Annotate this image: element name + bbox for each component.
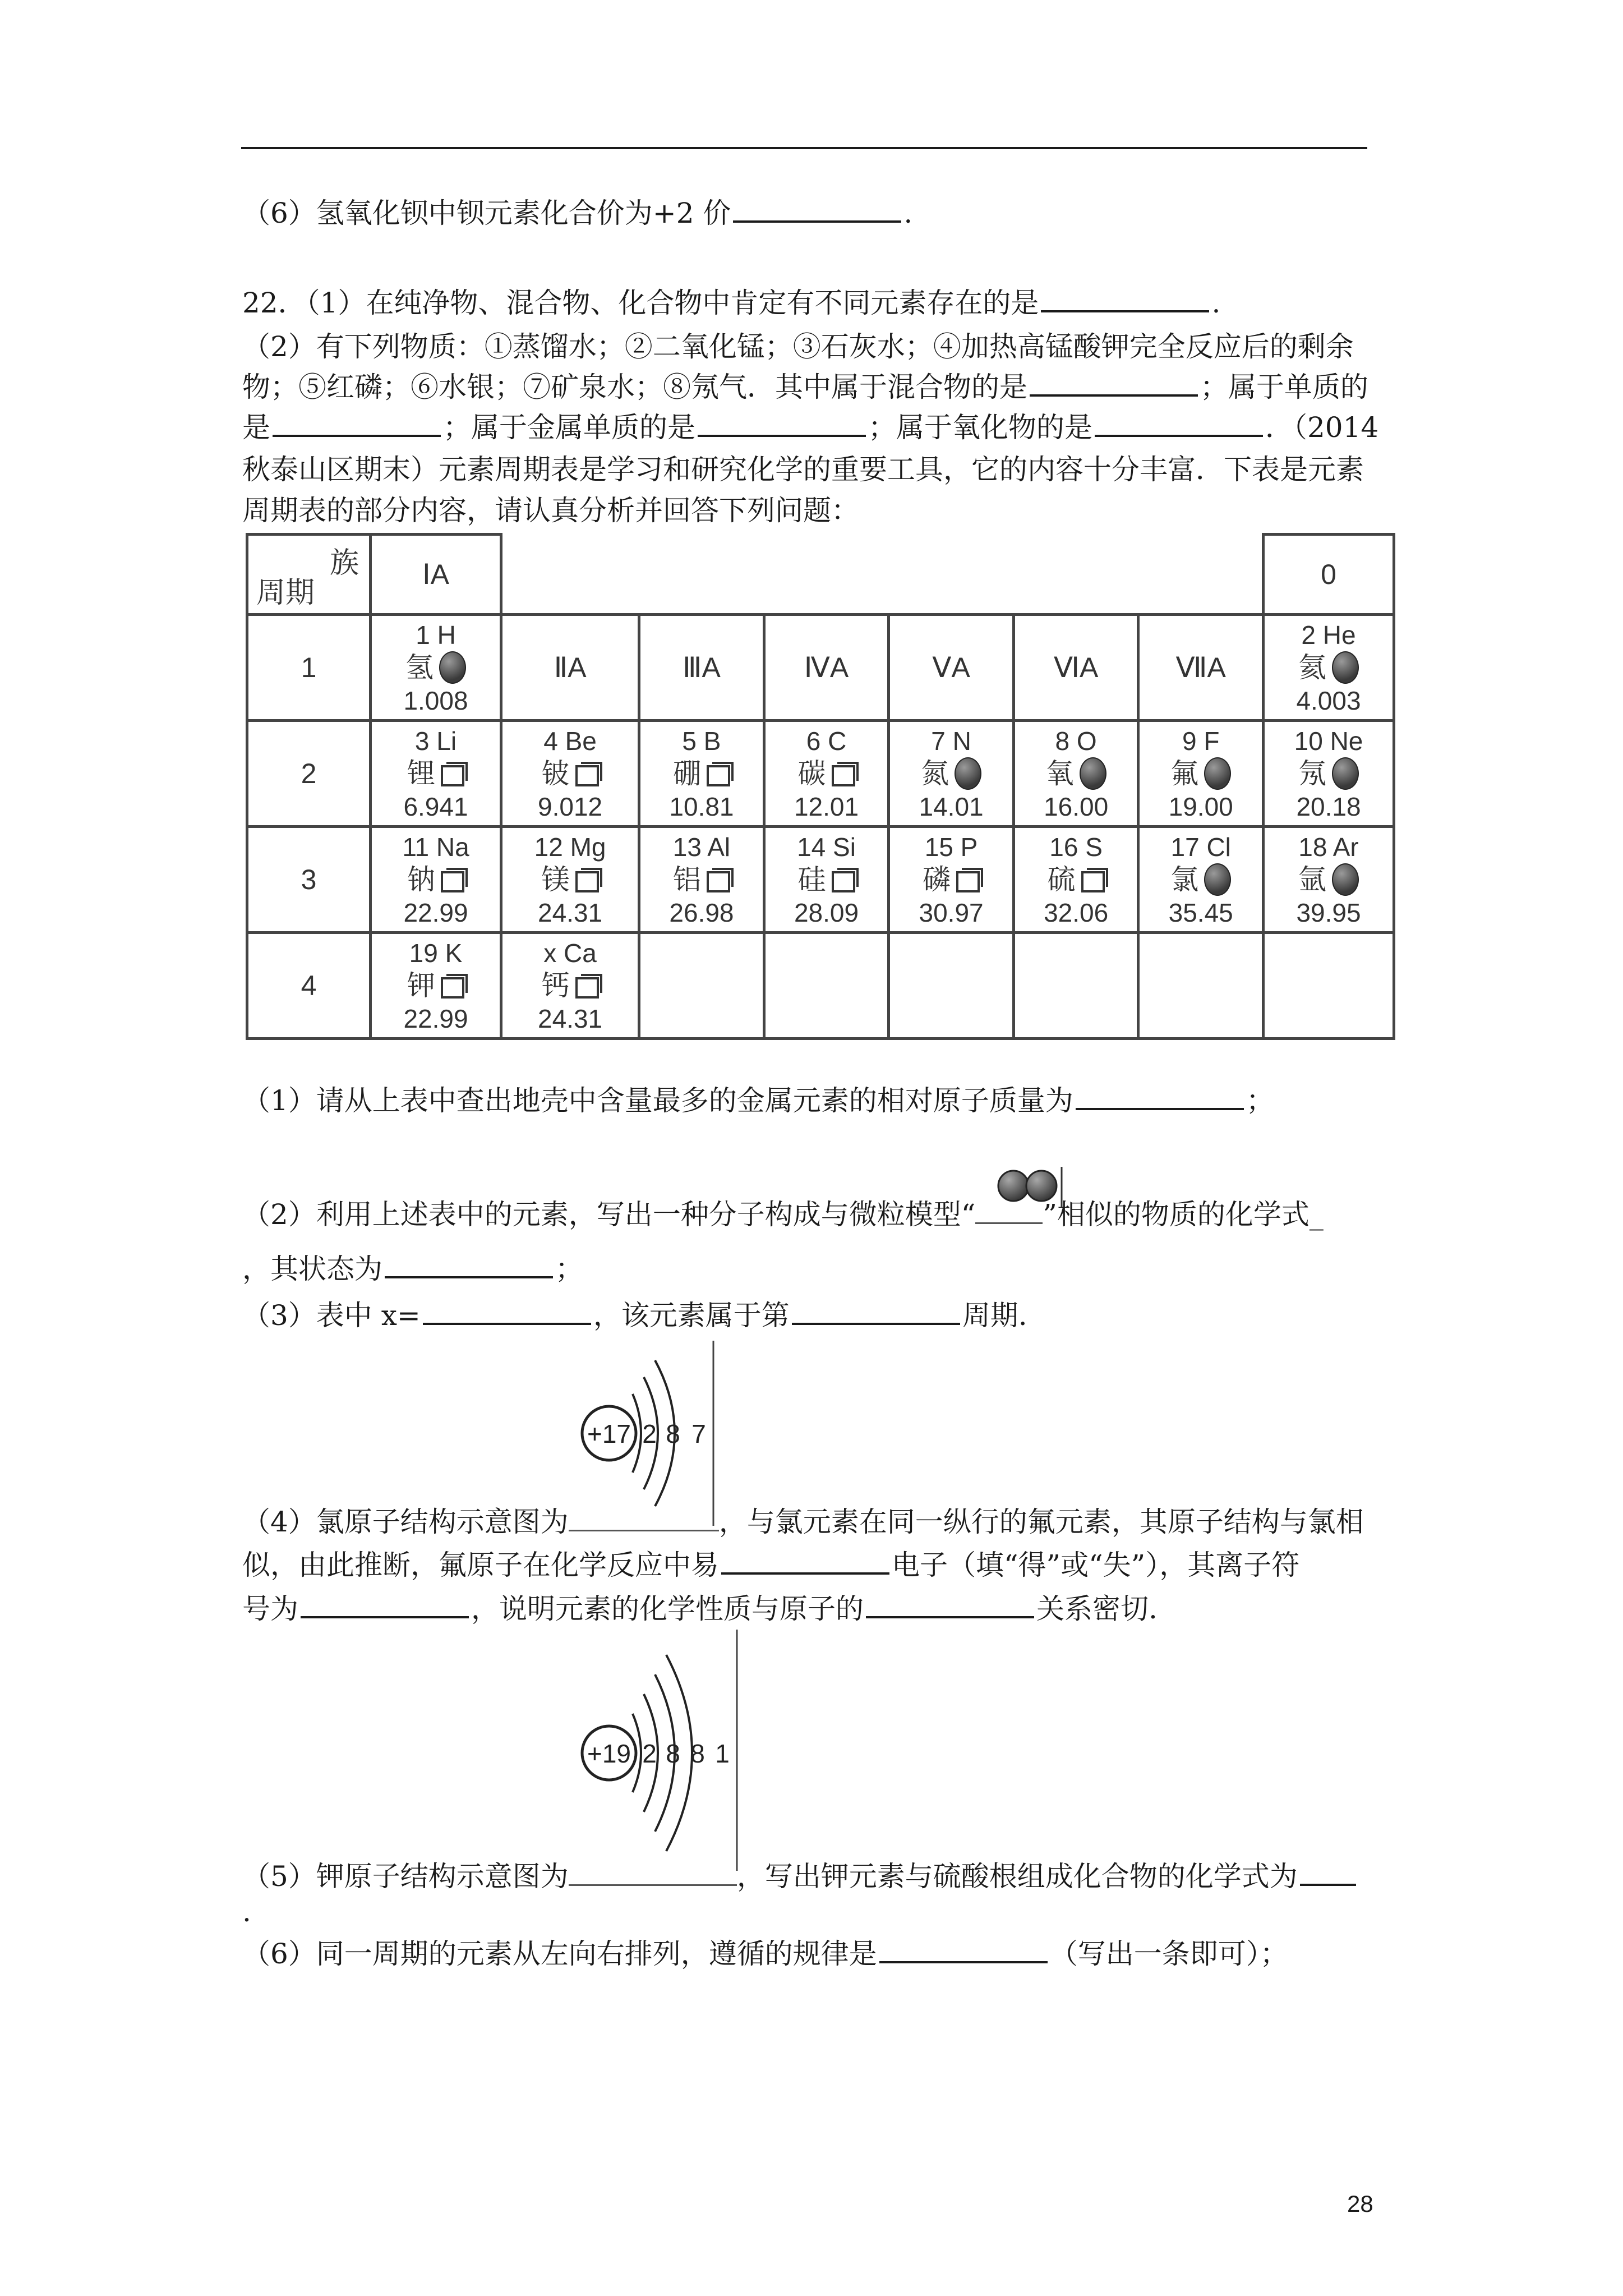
- answer-blank[interactable]: [1095, 412, 1263, 437]
- answer-blank[interactable]: [733, 198, 901, 223]
- question-line: （2）有下列物质：①蒸馏水；②二氧化锰；③石灰水；④加热高锰酸钾完全反应后的剩余: [242, 330, 1354, 363]
- group-header: ⅠA: [371, 535, 501, 615]
- element-cell: x Ca 钙 24.31: [501, 933, 639, 1039]
- group-header: ⅢA: [639, 615, 764, 721]
- question-line: 周期表的部分内容，请认真分析并回答下列问题：: [242, 494, 859, 527]
- potassium-atom-diagram: [571, 1630, 762, 1876]
- element-cell: 13 Al 铝 26.98: [639, 827, 764, 933]
- element-cell: 15 P 磷 30.97: [889, 827, 1014, 933]
- answer-blank[interactable]: [721, 1550, 889, 1575]
- element-cell: 12 Mg 镁 24.31: [501, 827, 639, 933]
- sphere-icon: [1204, 863, 1231, 896]
- question-line: （3）表中 x= ，该元素属于第 周期.: [242, 1299, 1027, 1332]
- cube-icon: [575, 765, 599, 786]
- header-rule: [241, 147, 1367, 149]
- period-label: 3: [247, 827, 371, 933]
- question-line: （4）氯原子结构示意图为 ，与氯元素在同一纵行的氟元素，其原子结构与氯相: [242, 1506, 1364, 1538]
- question-line: 似，由此推断，氟原子在化学反应中易 电子（填“得”或“失”），其离子符: [242, 1549, 1300, 1581]
- question-line: ，其状态为 ；: [242, 1253, 583, 1285]
- cube-icon: [707, 871, 730, 892]
- shell-electrons: 7: [691, 1419, 706, 1448]
- answer-blank[interactable]: [866, 1594, 1034, 1618]
- question-line: 号为 ，说明元素的化学性质与原子的 关系密切.: [242, 1593, 1158, 1625]
- cube-icon: [575, 977, 599, 999]
- sphere-icon: [1332, 863, 1359, 896]
- group-header: ⅦA: [1138, 615, 1264, 721]
- period-label: 1: [247, 615, 371, 721]
- question-line: .: [242, 1895, 251, 1928]
- sphere-icon: [955, 757, 981, 790]
- period-label: 4: [247, 933, 371, 1039]
- answer-blank[interactable]: [879, 1939, 1048, 1963]
- element-cell: 16 S 硫 32.06: [1013, 827, 1138, 933]
- empty-cell: [1264, 933, 1394, 1039]
- shell-electrons: 8: [666, 1739, 680, 1768]
- nucleus-charge: +19: [587, 1739, 631, 1768]
- question-line: 是 ；属于金属单质的是 ；属于氧化物的是 ．（2014: [242, 411, 1379, 444]
- group-header: ⅥA: [1013, 615, 1138, 721]
- sphere-icon: [1080, 757, 1106, 790]
- answer-blank[interactable]: [792, 1300, 960, 1325]
- shell-electrons: 8: [690, 1739, 705, 1768]
- question-22: 22．（1）在纯净物、混合物、化合物中肯定有不同元素存在的是 .: [242, 287, 1221, 319]
- element-cell: 8 O 氧 16.00: [1013, 721, 1138, 827]
- answer-blank[interactable]: [1076, 1085, 1244, 1110]
- diatomic-molecule-icon: [997, 1165, 1069, 1209]
- answer-blank[interactable]: [1300, 1861, 1356, 1886]
- shell-electrons: 2: [642, 1419, 657, 1448]
- empty-cell: [639, 933, 764, 1039]
- cube-icon: [441, 977, 464, 999]
- question-line: （2）利用上述表中的元素，写出一种分子构成与微粒模型“ ”相似的物质的化学式_: [242, 1198, 1324, 1231]
- sphere-icon: [1332, 651, 1359, 684]
- element-cell: 4 Be 铍 9.012: [501, 721, 639, 827]
- sphere-icon: [439, 651, 466, 684]
- group-header: 0: [1264, 535, 1394, 615]
- answer-blank[interactable]: [385, 1254, 553, 1278]
- shell-electrons: 8: [666, 1419, 680, 1448]
- period-label: 2: [247, 721, 371, 827]
- sphere-icon: [1332, 757, 1359, 790]
- diagram-blank: [569, 1862, 737, 1886]
- cube-icon: [441, 765, 464, 786]
- page-number: 28: [1347, 2191, 1373, 2217]
- element-cell: 14 Si 硅 28.09: [764, 827, 889, 933]
- nucleus-charge: +17: [587, 1419, 631, 1448]
- sphere-icon: [1204, 757, 1231, 790]
- element-cell: 3 Li 锂 6.941: [371, 721, 501, 827]
- question-line: （1）请从上表中查出地壳中含量最多的金属元素的相对原子质量为 ；: [242, 1084, 1274, 1117]
- empty-cell: [1013, 933, 1138, 1039]
- cube-icon: [832, 765, 855, 786]
- answer-blank[interactable]: [698, 412, 866, 437]
- answer-blank[interactable]: [423, 1300, 591, 1325]
- shell-electrons: 1: [715, 1739, 730, 1768]
- group-header: ⅤA: [889, 615, 1014, 721]
- answer-blank[interactable]: [301, 1594, 469, 1618]
- element-cell: 5 B 硼 10.81: [639, 721, 764, 827]
- shell-electrons: 2: [642, 1739, 657, 1768]
- empty-cell: [764, 933, 889, 1039]
- question-line: 物；⑤红磷；⑥水银；⑦矿泉水；⑧氖气．其中属于混合物的是 ；属于单质的: [242, 371, 1368, 403]
- question-line: （6）同一周期的元素从左向右排列，遵循的规律是 （写出一条即可）；: [242, 1938, 1288, 1970]
- empty-cell: [889, 933, 1014, 1039]
- element-cell: 7 N 氮 14.01: [889, 721, 1014, 827]
- corner-cell: 族 周期: [247, 535, 371, 615]
- group-header: ⅣA: [764, 615, 889, 721]
- empty-cell: [1138, 933, 1264, 1039]
- element-cell: 9 F 氟 19.00: [1138, 721, 1264, 827]
- diagram-blank: [569, 1507, 719, 1531]
- answer-blank[interactable]: [1030, 372, 1198, 397]
- empty-header: [501, 535, 1264, 615]
- group-header: ⅡA: [501, 615, 639, 721]
- answer-blank[interactable]: [1041, 288, 1209, 312]
- element-cell: 11 Na 钠 22.99: [371, 827, 501, 933]
- question-line: 秋泰山区期末）元素周期表是学习和研究化学的重要工具，它的内容十分丰富．下表是元素: [242, 453, 1364, 486]
- periodic-table: [246, 533, 1395, 1040]
- cube-icon: [1081, 871, 1105, 892]
- answer-blank[interactable]: [273, 412, 441, 437]
- element-cell: 1 H 氢 1.008: [371, 615, 501, 721]
- cube-icon: [707, 765, 730, 786]
- element-cell: 6 C 碳 12.01: [764, 721, 889, 827]
- question-line: （6）氢氧化钡中钡元素化合价为+2 价 .: [242, 197, 913, 229]
- element-cell: 2 He 氦 4.003: [1264, 615, 1394, 721]
- cube-icon: [956, 871, 980, 892]
- question-line: （5）钾原子结构示意图为 ，写出钾元素与硫酸根组成化合物的化学式为: [242, 1854, 1358, 1899]
- element-cell: 10 Ne 氖 20.18: [1264, 721, 1394, 827]
- cube-icon: [832, 871, 855, 892]
- cube-icon: [441, 871, 464, 892]
- cube-icon: [575, 871, 599, 892]
- element-cell: 19 K 钾 22.99: [371, 933, 501, 1039]
- element-cell: 17 Cl 氯 35.45: [1138, 827, 1264, 933]
- element-cell: 18 Ar 氩 39.95: [1264, 827, 1394, 933]
